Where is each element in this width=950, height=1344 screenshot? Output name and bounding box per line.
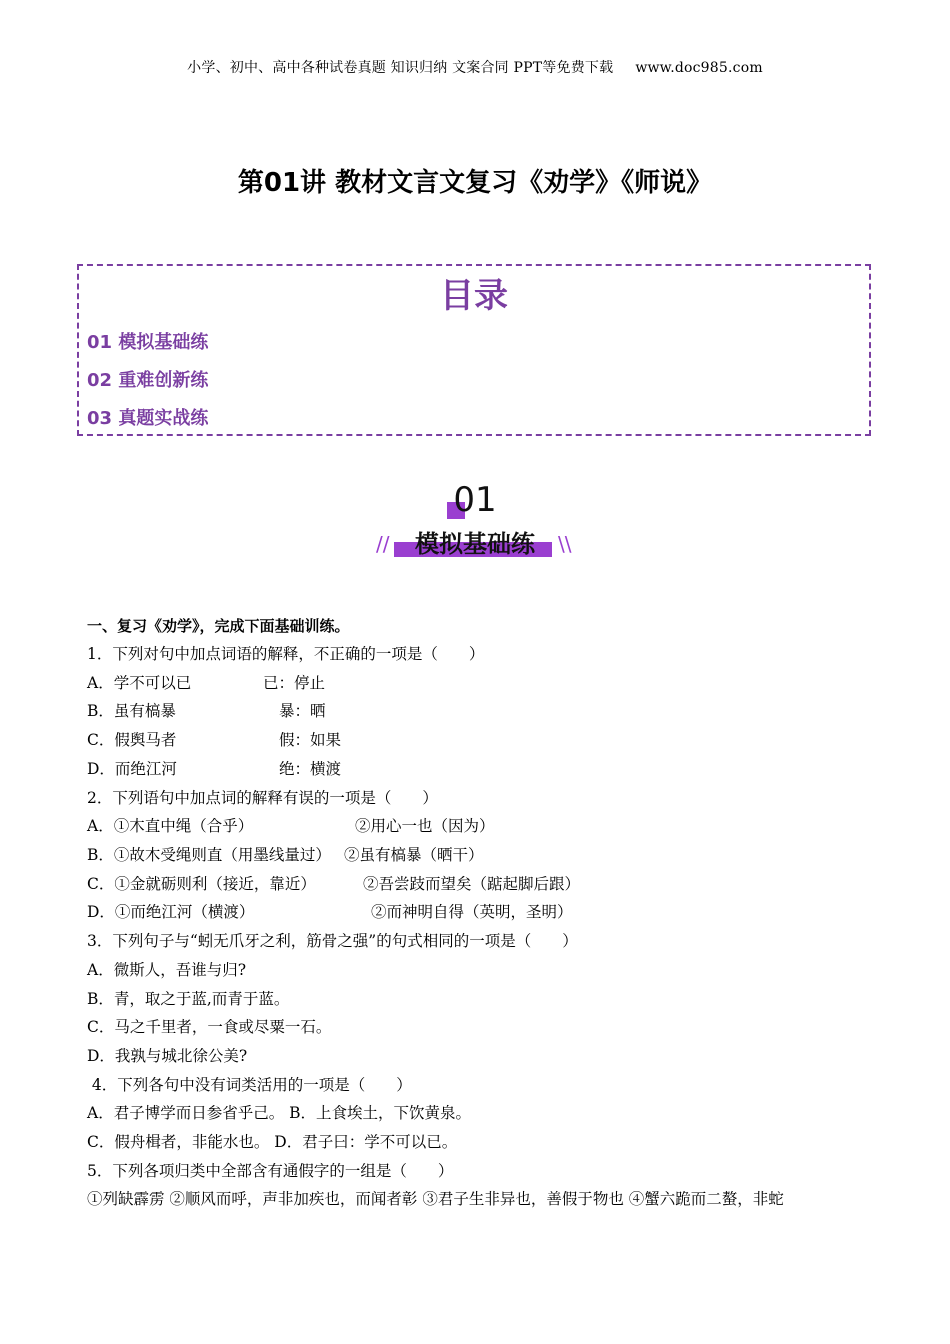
section-label: 模拟基础练 [415, 530, 535, 558]
q1-option-b: B．虽有槁暴 暴：晒 [87, 702, 326, 720]
q2-option-b: B．①故木受绳则直（用墨线量过） ②虽有槁暴（晒干） [87, 846, 484, 864]
q5-items: ①列缺霹雳 ②顺风而呼，声非加疾也，而闻者彰 ③君子生非异也，善假于物也 ④蟹六跪而二螯，非蛇 [87, 1190, 784, 1208]
left-slash-decoration: // [376, 532, 390, 556]
q3-option-c: C．马之千里者，一食或尽粟一石。 [87, 1018, 332, 1036]
q1-option-d: D．而绝江河 绝：横渡 [87, 760, 342, 778]
toc-item-3[interactable]: 03 真题实战练 [87, 408, 209, 429]
q3-option-b: B．青，取之于蓝,而青于蓝。 [87, 990, 290, 1008]
q1-option-a: A．学不可以已 已：停止 [87, 674, 326, 692]
header-url[interactable]: www.doc985.com [635, 60, 763, 76]
header-left-text: 小学、初中、高中各种试卷真题 知识归纳 文案合同 PPT等免费下载 [187, 60, 614, 76]
document-title: 第01讲 教材文言文复习《劝学》《师说》 [237, 168, 713, 198]
q1-option-c: C．假舆马者 假：如果 [87, 731, 342, 749]
question-2: 2．下列语句中加点词的解释有误的一项是（ ） [87, 789, 438, 807]
part-title: 一、复习《劝学》，完成下面基础训练。 [87, 617, 350, 635]
table-of-contents [77, 264, 871, 436]
q3-option-a: A．微斯人，吾谁与归? [87, 961, 247, 979]
toc-item-1[interactable]: 01 模拟基础练 [87, 332, 209, 353]
question-5: 5．下列各项归类中全部含有通假字的一组是（ ） [87, 1162, 454, 1180]
toc-item-2[interactable]: 02 重难创新练 [87, 370, 209, 391]
section-badge [370, 480, 580, 565]
right-slash-decoration: \\ [558, 532, 572, 556]
question-4: 4．下列各句中没有词类活用的一项是（ ） [87, 1076, 412, 1094]
page-header [0, 57, 950, 77]
q2-option-d: D．①而绝江河（横渡） ②而神明自得（英明，圣明） [87, 903, 573, 921]
q3-option-d: D．我孰与城北徐公美? [87, 1047, 248, 1065]
question-1: 1．下列对句中加点词语的解释，不正确的一项是（ ） [87, 645, 485, 663]
q2-option-c: C．①金就砺则利（接近，靠近） ②吾尝跂而望矣（踮起脚后跟） [87, 875, 581, 893]
q4-options-cd: C．假舟楫者，非能水也。 D．君子曰：学不可以已。 [87, 1133, 458, 1151]
q2-option-a: A．①木直中绳（合乎） ②用心一也（因为） [87, 817, 495, 835]
q4-options-ab: A．君子博学而日参省乎己。 B．上食埃土，下饮黄泉。 [87, 1104, 472, 1122]
toc-heading: 目录 [440, 276, 508, 316]
section-number: 01 [453, 480, 497, 520]
question-3: 3．下列句子与“蚓无爪牙之利，筋骨之强”的句式相同的一项是（ ） [87, 932, 578, 950]
